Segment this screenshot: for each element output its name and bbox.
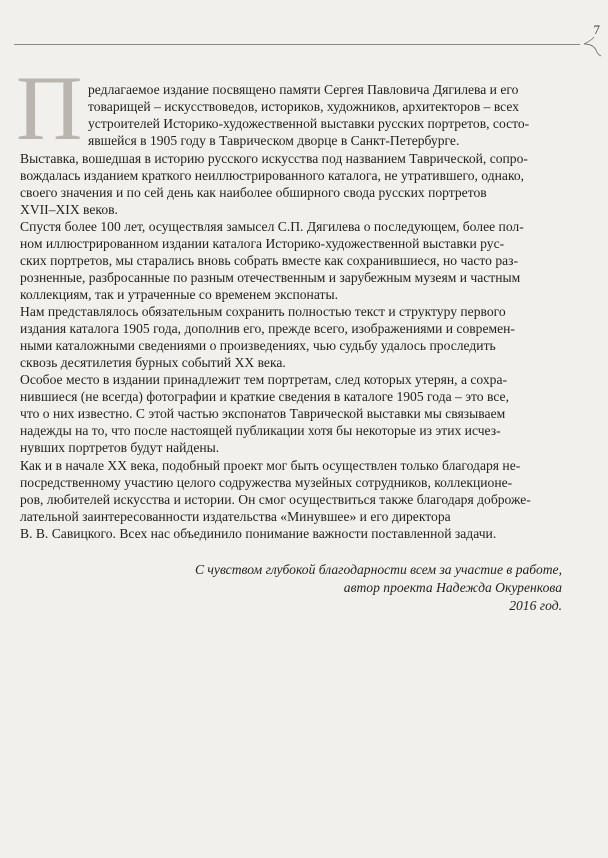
body-text-line: редлагаемое издание посвящено памяти Сергея Павловича Дягилева и его xyxy=(88,82,519,97)
body-text-line: Нам представлялось обязательным сохранить полностью текст и структуру первого xyxy=(20,304,506,319)
body-text-line: Выставка, вошедшая в историю русского искусства под названием Таврической, сопро- xyxy=(20,151,528,166)
body-text-line: надежды на то, что после настоящей публикации хотя бы некоторые из этих исчез- xyxy=(20,423,501,438)
body-text-line: нившиеся (не всегда) фотографии и краткие сведения в каталоге 1905 года – это все, xyxy=(20,389,509,404)
body-text-line: Как и в начале XX века, подобный проект мог быть осуществлен только благодаря не- xyxy=(20,458,521,473)
body-text-line: ном иллюстрированном издании каталога Историко-художественной выставки рус- xyxy=(20,236,505,251)
body-text-line: XVII–XIX веков. xyxy=(20,202,118,217)
body-text-line: товарищей – искусствоведов, историков, художников, архитекторов – всех xyxy=(88,99,520,114)
body-text-line: лательной заинтересованности издательства «Минувшее» и его директора xyxy=(20,509,451,524)
drop-cap-letter: П xyxy=(16,57,83,159)
body-text-line: В. В. Савицкого. Всех нас объединило понимание важности поставленной задачи. xyxy=(20,526,497,541)
page-number: 7 xyxy=(593,22,600,37)
body-text-line: вождалась изданием краткого неиллюстрированного каталога, не утратившего, однако, xyxy=(20,168,525,183)
body-text-line: своего значения и по сей день как наиболее обширного свода русских портретов xyxy=(20,185,487,200)
body-text-line: устроителей Историко-художественной выставки русских портретов, состо- xyxy=(88,116,530,131)
body-text-line: розненные, разбросанные по разным отечественным и зарубежным музеям и частным xyxy=(20,270,521,285)
body-text-line: издания каталога 1905 года, дополнив его, прежде всего, изображениями и современ- xyxy=(20,321,515,336)
header-flourish-ornament xyxy=(582,36,602,58)
body-text-line: явшейся в 1905 году в Таврическом дворце в Санкт-Петербурге. xyxy=(88,133,460,148)
body-text-line: Спустя более 100 лет, осуществляя замысел С.П. Дягилева о последующем, более пол- xyxy=(20,219,524,234)
header-rule xyxy=(14,44,580,45)
body-text-line: сквозь десятилетия бурных событий XX века. xyxy=(20,355,286,370)
year-line: 2016 год. xyxy=(509,598,562,613)
body-text-line: ров, любителей искусства и истории. Он смог осуществиться также благодаря доброже- xyxy=(20,492,531,507)
author-line: автор проекта Надежда Окуренкова xyxy=(343,580,562,595)
body-text-line: коллекциям, так и утраченные со временем экспонаты. xyxy=(20,287,338,302)
body-text-line: что о них известно. С этой частью экспонатов Таврической выставки мы связываем xyxy=(20,406,506,421)
body-text-line: посредственному участию целого содружества музейных сотрудников, коллекционе- xyxy=(20,475,513,490)
body-text-line: Особое место в издании принадлежит тем портретам, след которых утерян, а сохра- xyxy=(20,372,508,387)
body-text-line: нувших портретов будут найдены. xyxy=(20,440,220,455)
body-text-line: ских портретов, мы старались вновь собрать вместе как сохранившиеся, но часто раз- xyxy=(20,253,519,268)
acknowledgement-line: С чувством глубокой благодарности всем за участие в работе, xyxy=(194,562,562,577)
body-text-line: ными каталожными сведениями о произведениях, чью судьбу удалось проследить xyxy=(20,338,496,353)
